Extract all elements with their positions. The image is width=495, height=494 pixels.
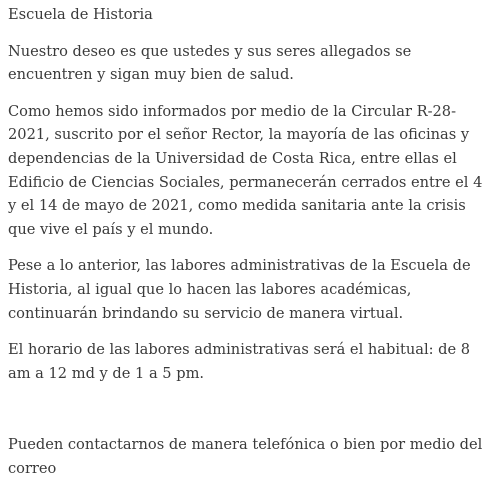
paragraph-schedule: El horario de las labores administrativas será el habitual: de 8 am a 12 md y de 1 a 5 pm. <box>8 341 471 382</box>
paragraph-spacer <box>8 398 491 433</box>
paragraph-circular: Como hemos sido informados por medio de la Circular R-28-2021, suscrito por el señor Rector, la mayoría de las oficinas y dependencias de la Universidad de Costa Rica, entre ellas el Edificio de Ciencias Sociales, permanecerán cerrados entre el 4 y el 14 de mayo de 2021, como medida sanitaria ante la crisis que vive el país y el mundo. <box>8 102 483 238</box>
document-body <box>8 3 491 494</box>
paragraph-greeting: Nuestro deseo es que ustedes y sus seres allegados se encuentren y sigan muy bien de salud. <box>8 42 412 84</box>
paragraph-administrative-work: Pese a lo anterior, las labores administrativas de la Escuela de Historia, al igual que lo hacen las labores académicas, continuarán brindando su servicio de manera virtual. <box>8 257 471 322</box>
paragraph-contact: Pueden contactarnos de manera telefónica o bien por medio del correo <box>8 436 483 477</box>
document-heading: Escuela de Historia <box>8 6 153 23</box>
